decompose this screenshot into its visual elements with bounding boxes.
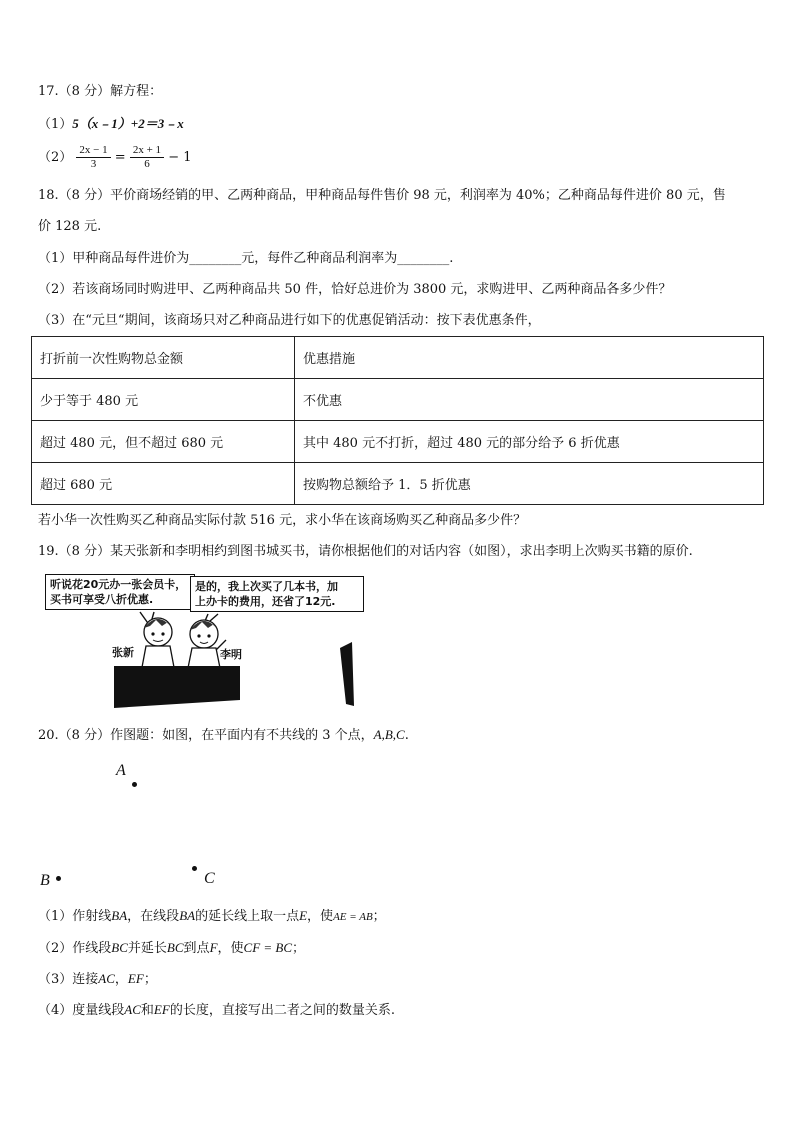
q17-rhs-tail: − 1 bbox=[168, 150, 192, 165]
text: （3）连接 bbox=[38, 972, 99, 987]
table-header-cell: 打折前一次性购物总金额 bbox=[32, 337, 295, 379]
math: E bbox=[299, 908, 308, 923]
fraction-numerator: 2x − 1 bbox=[76, 144, 110, 158]
text: 的延长线上取一点 bbox=[195, 909, 300, 924]
math: EF bbox=[153, 1002, 170, 1017]
q17-part1-equation: 5（x﹣1）+2＝3﹣x bbox=[72, 116, 184, 131]
math: BC bbox=[111, 940, 128, 955]
point-label-c: C bbox=[204, 870, 215, 887]
math: BA bbox=[111, 908, 128, 923]
text: 到点 bbox=[183, 941, 210, 956]
fraction-denominator: 3 bbox=[90, 158, 97, 170]
cartoon-figures-icon bbox=[40, 570, 360, 710]
text: （1）作射线 bbox=[38, 909, 112, 924]
text: ， bbox=[114, 972, 128, 987]
text: ，在线段 bbox=[127, 909, 180, 924]
q18-line1: 18.（8 分）平价商场经销的甲、乙两种商品，甲种商品每件售价 98 元，利润率为 40%；乙种商品每件进价 80 元，售 bbox=[38, 188, 726, 203]
bubble-line: 是的，我上次买了几本书，加 bbox=[195, 580, 338, 593]
q19-text: 19.（8 分）某天张新和李明相约到图书城买书，请你根据他们的对话内容（如图），求出李明上次购买书籍的原价. bbox=[38, 544, 693, 559]
fraction-denominator: 6 bbox=[144, 158, 150, 170]
math: AC bbox=[98, 971, 115, 986]
q17-part2-label: （2） bbox=[38, 150, 73, 165]
fraction-numerator: 2x + 1 bbox=[130, 144, 164, 158]
table-cell: 超过 680 元 bbox=[32, 463, 295, 505]
table-cell: 不优惠 bbox=[295, 379, 764, 421]
math: F bbox=[209, 940, 218, 955]
math: AE = AB bbox=[333, 911, 373, 923]
q20-step3 bbox=[38, 970, 157, 989]
math: EF bbox=[127, 971, 144, 986]
q20-step1 bbox=[38, 907, 386, 926]
table-header-row bbox=[32, 337, 764, 379]
table-row bbox=[32, 379, 764, 421]
math: BA bbox=[179, 908, 196, 923]
text: ，使 bbox=[307, 909, 334, 924]
bubble-line: 买书可享受八折优惠. bbox=[50, 593, 154, 606]
q17-part1-label: （1） bbox=[38, 117, 73, 132]
q20-header bbox=[38, 726, 409, 745]
q18-sub2: （2）若该商场同时购进甲、乙两种商品共 50 件，恰好总进价为 3800 元，求购进甲、乙两种商品各多少件？ bbox=[38, 282, 672, 297]
dialogue-illustration bbox=[40, 570, 360, 710]
table-header-cell: 优惠措施 bbox=[295, 337, 764, 379]
q18-sub3: （3）在“元旦“期间，该商场只对乙种商品进行如下的优惠促销活动：按下表优惠条件， bbox=[38, 313, 541, 328]
math: AC bbox=[124, 1002, 141, 1017]
bubble-line: 听说花20元办一张会员卡， bbox=[50, 578, 187, 591]
point-c-dot bbox=[192, 866, 197, 871]
math: CF = BC bbox=[243, 940, 293, 955]
q17-lhs-fraction bbox=[76, 144, 110, 171]
text: ； bbox=[292, 941, 306, 956]
name-label-zhangxin: 张新 bbox=[112, 646, 134, 659]
bubble-line: 上办卡的费用，还省了12元. bbox=[195, 595, 336, 608]
q20-points: A,B,C bbox=[373, 727, 405, 742]
table-row bbox=[32, 463, 764, 505]
table-cell: 超过 480 元，但不超过 680 元 bbox=[32, 421, 295, 463]
q20-step4 bbox=[38, 1001, 395, 1020]
q18-line2: 价 128 元. bbox=[38, 219, 102, 234]
name-label-liming: 李明 bbox=[220, 648, 242, 661]
math: BC bbox=[166, 940, 184, 955]
table-cell: 按购物总额给予 1．5 折优惠 bbox=[295, 463, 764, 505]
text: ； bbox=[372, 909, 386, 924]
q17-part1 bbox=[38, 115, 184, 134]
text: 并延长 bbox=[127, 941, 167, 956]
point-b-dot bbox=[56, 876, 61, 881]
text: ； bbox=[143, 972, 157, 987]
q20-step2 bbox=[38, 939, 305, 958]
point-a-dot bbox=[132, 782, 137, 787]
q20-header-end: . bbox=[404, 728, 409, 743]
q18-after-table: 若小华一次性购买乙种商品实际付款 516 元，求小华在该商场购买乙种商品多少件？ bbox=[38, 513, 527, 528]
point-label-a: A bbox=[116, 762, 126, 779]
text: ，使 bbox=[217, 941, 244, 956]
discount-table bbox=[31, 336, 764, 505]
equals-sign: = bbox=[114, 150, 126, 165]
q20-header-text: 20.（8 分）作图题：如图，在平面内有不共线的 3 个点， bbox=[38, 728, 374, 743]
q18-sub1: （1）甲种商品每件进价为________元，每件乙种商品利润率为________. bbox=[38, 251, 454, 266]
text: 和 bbox=[140, 1003, 154, 1018]
text: （4）度量线段 bbox=[38, 1003, 125, 1018]
table-row bbox=[32, 421, 764, 463]
text: （2）作线段 bbox=[38, 941, 112, 956]
table-cell: 少于等于 480 元 bbox=[32, 379, 295, 421]
point-label-b: B bbox=[40, 872, 50, 889]
q17-header: 17.（8 分）解方程： bbox=[38, 84, 163, 99]
q17-part2 bbox=[38, 144, 191, 172]
q17-rhs-fraction bbox=[130, 144, 164, 171]
table-cell: 其中 480 元不打折，超过 480 元的部分给予 6 折优惠 bbox=[295, 421, 764, 463]
text: 的长度，直接写出二者之间的数量关系. bbox=[169, 1003, 395, 1018]
